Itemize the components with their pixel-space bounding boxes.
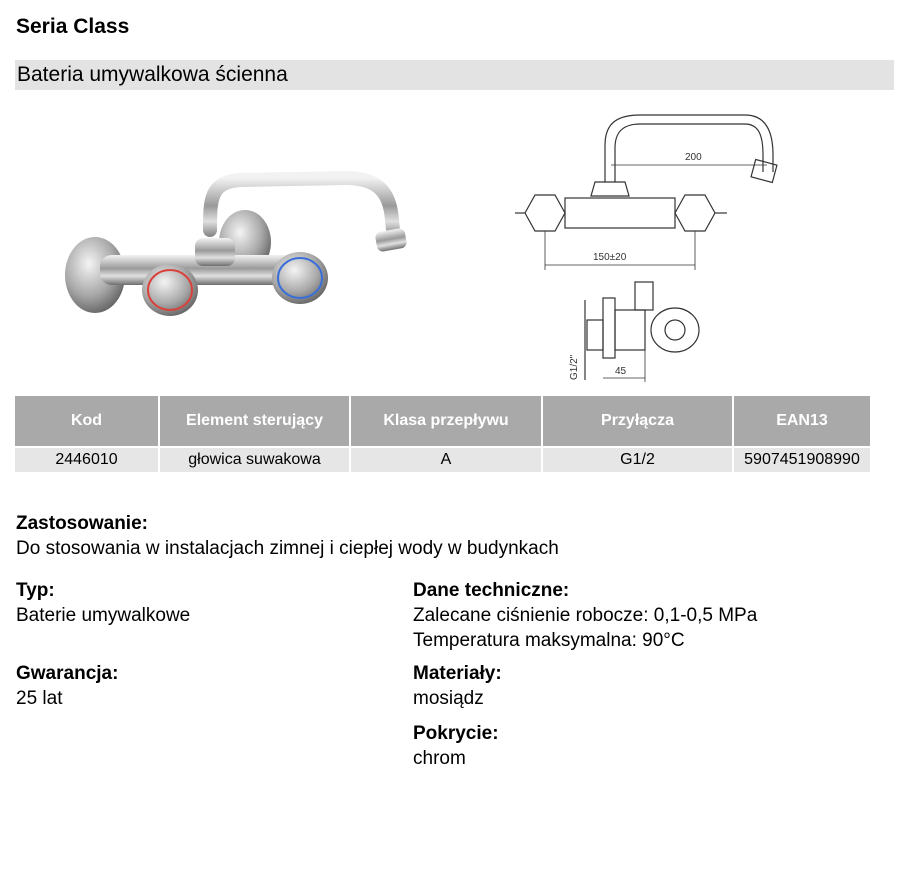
coating-value: chrom [413, 748, 466, 769]
cell-control: głowica suwakowa [159, 447, 350, 472]
application-label: Zastosowanie: [16, 513, 148, 534]
product-name: Bateria umywalkowa ścienna [17, 63, 288, 86]
technical-label: Dane techniczne: [413, 580, 570, 601]
technical-pressure: Zalecane ciśnienie robocze: 0,1-0,5 MPa [413, 605, 758, 626]
cell-code: 2446010 [15, 447, 159, 472]
dim-150-label: 150±20 [593, 252, 627, 263]
cell-flow-class: A [350, 447, 542, 472]
materials-section [413, 661, 502, 711]
col-header-connections: Przyłącza [542, 396, 733, 447]
warranty-section [16, 661, 118, 711]
technical-section [413, 578, 757, 653]
table-header-row [15, 396, 870, 447]
series-title: Seria Class [16, 15, 130, 38]
dim-thread-label: G1/2" [569, 354, 580, 380]
application-section [16, 511, 559, 561]
col-header-flow-class: Klasa przepływu [350, 396, 542, 447]
warranty-value: 25 lat [16, 688, 63, 709]
materials-value: mosiądz [413, 688, 484, 709]
cell-connections: G1/2 [542, 447, 733, 472]
col-header-control: Element sterujący [159, 396, 350, 447]
col-header-code: Kod [15, 396, 159, 447]
table-row [15, 447, 870, 472]
technical-temperature: Temperatura maksymalna: 90°C [413, 630, 685, 651]
application-value: Do stosowania w instalacjach zimnej i ciepłej wody w budynkach [16, 538, 559, 559]
type-value: Baterie umywalkowe [16, 605, 191, 626]
materials-label: Materiały: [413, 663, 502, 684]
product-name-band [15, 60, 894, 90]
type-label: Typ: [16, 580, 55, 601]
type-section [16, 578, 190, 628]
faucet-photo [60, 160, 430, 325]
col-header-ean: EAN13 [733, 396, 870, 447]
warranty-label: Gwarancja: [16, 663, 119, 684]
coating-section [413, 721, 499, 771]
dim-45-label: 45 [615, 366, 627, 377]
coating-label: Pokrycie: [413, 723, 499, 744]
dim-200-label: 200 [685, 152, 702, 163]
technical-drawing [515, 110, 825, 390]
spec-table [15, 396, 870, 472]
cell-ean: 5907451908990 [733, 447, 870, 472]
